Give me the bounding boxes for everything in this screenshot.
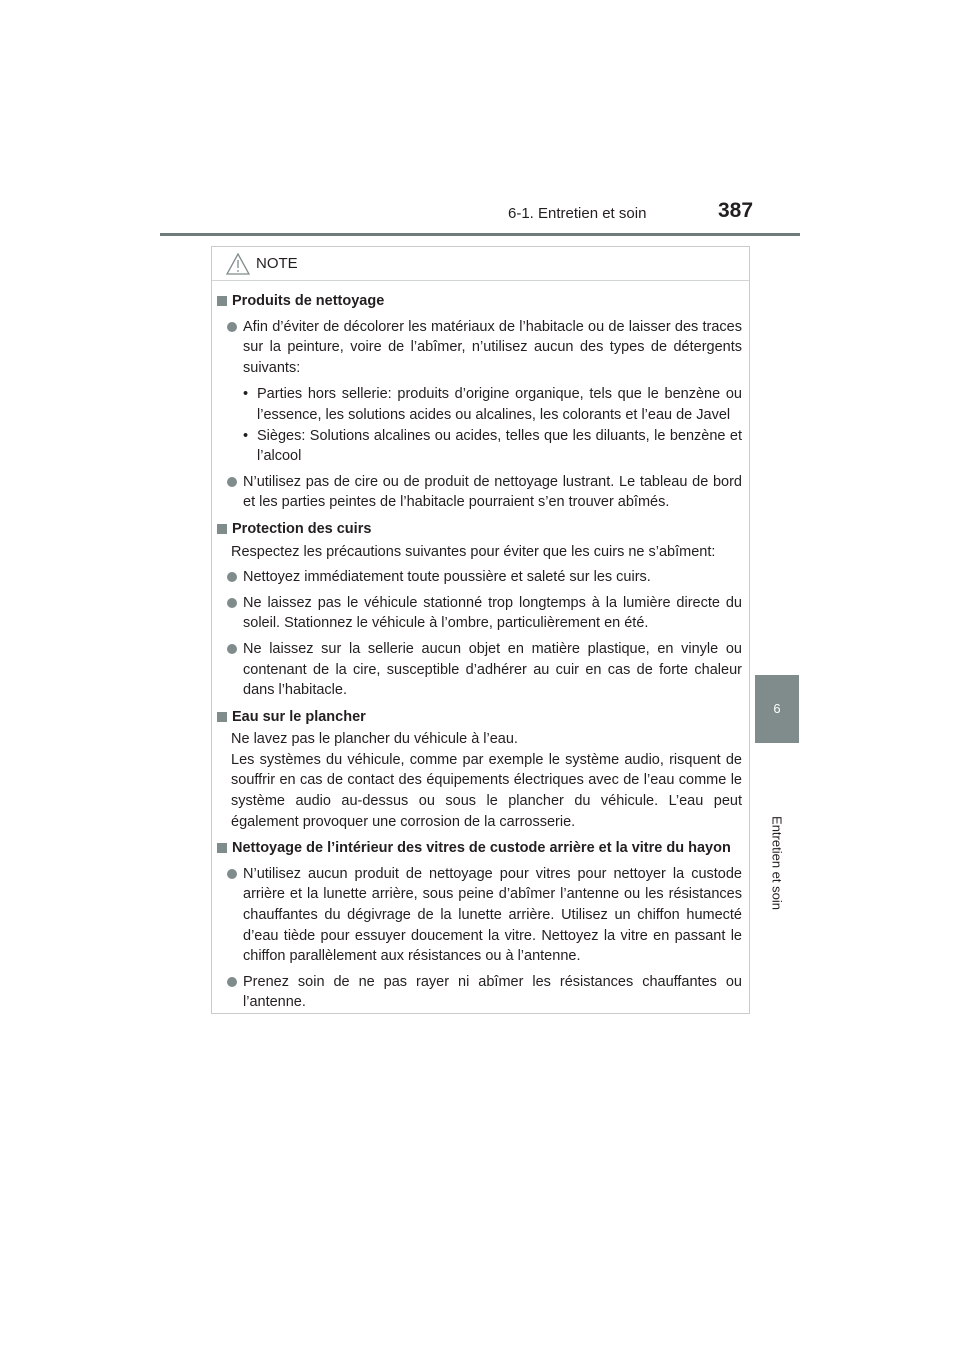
sub-list-item	[243, 426, 742, 467]
list-item-text: Ne laissez sur la sellerie aucun objet en matière plastique, en vinyle ou contenant de la cire, susceptible d’adhérer au cuir en cas de forte chaleur dans l’habitacle.	[243, 640, 742, 699]
sub-list-item-text: Parties hors sellerie: produits d’origine organique, tels que le benzène ou l’essence, les solutions acides ou alcalines, les colorants et l’eau de Javel	[257, 386, 742, 423]
section-title	[217, 707, 742, 728]
list-item	[227, 639, 742, 701]
list-item-text: Afin d’éviter de décolorer les matériaux de l’habitacle ou de laisser des traces sur la peinture, voire de l’abîmer, n’utilisez aucun des types de détergents suivants:	[243, 318, 742, 376]
small-bullet-icon: •	[243, 427, 249, 444]
list-item	[227, 864, 742, 967]
page-number: 387	[718, 199, 754, 222]
section-title-text: Nettoyage de l’intérieur des vitres de custode arrière et la vitre du hayon	[232, 840, 731, 857]
round-bullet-icon	[227, 977, 237, 987]
chapter-tab-number: 6	[755, 675, 799, 743]
chapter-tab-label-text: Entretien et soin	[769, 816, 785, 910]
section-title	[217, 838, 742, 859]
round-bullet-icon	[227, 644, 237, 654]
section-title-text: Produits de nettoyage	[232, 293, 385, 309]
section-title	[217, 291, 742, 312]
section-title-text: Protection des cuirs	[232, 520, 372, 537]
chapter-tab-label	[755, 743, 799, 983]
list-item	[227, 567, 742, 588]
header-section-title: 6-1. Entretien et soin	[508, 205, 647, 222]
list-item-text: Nettoyez immédiatement toute poussière et saleté sur les cuirs.	[243, 569, 651, 586]
list-item	[227, 593, 742, 634]
square-bullet-icon	[217, 843, 227, 853]
round-bullet-icon	[227, 477, 237, 487]
round-bullet-icon	[227, 572, 237, 582]
round-bullet-icon	[227, 598, 237, 608]
note-content	[212, 289, 749, 1013]
list-item-text: N’utilisez aucun produit de nettoyage pour vitres pour nettoyer la custode arrière et la lunette arrière, sous peine d’abîmer l’antenne ou les résistances chauffantes du dégivrage de la lunette arrière. Utilisez un chiffon humecté d’eau tiède pour essuyer doucement la vitre. Nettoyez la vitre en passant le chiffon parallèlement aux résistances ou à l’antenne.	[243, 865, 742, 965]
round-bullet-icon	[227, 869, 237, 879]
sub-list-item-text: Sièges: Solutions alcalines ou acides, telles que les diluants, le benzène et l’alcool	[257, 427, 742, 465]
list-item	[227, 472, 742, 513]
round-bullet-icon	[227, 322, 237, 332]
paragraph: Respectez les précautions suivantes pour éviter que les cuirs ne s’abîment:	[231, 543, 716, 560]
square-bullet-icon	[217, 712, 227, 722]
warning-triangle-icon	[226, 253, 250, 275]
small-bullet-icon: •	[243, 386, 249, 403]
list-item-text: N’utilisez pas de cire ou de produit de nettoyage lustrant. Le tableau de bord et les parties peintes de l’habitacle pourraient s’en trouver abîmés.	[243, 473, 742, 511]
header-divider	[160, 233, 800, 236]
paragraph: Les systèmes du véhicule, comme par exemple le système audio, risquent de souffrir en cas de contact des équipements électriques avec de l’eau comme le système audio au-dessus ou sous le plancher du véhicule. L’eau peut également provoquer une corrosion de la carrosserie.	[231, 751, 742, 830]
note-header	[212, 247, 749, 281]
sub-list-item	[243, 384, 742, 425]
note-box	[211, 246, 750, 1014]
note-title: NOTE	[256, 255, 298, 272]
square-bullet-icon	[217, 296, 227, 306]
list-item-text: Ne laissez pas le véhicule stationné trop longtemps à la lumière directe du soleil. Stationnez le véhicule à l’ombre, particulièrement en été.	[243, 594, 742, 632]
list-item	[227, 972, 742, 1013]
list-item	[227, 317, 742, 379]
square-bullet-icon	[217, 524, 227, 534]
list-item-text: Prenez soin de ne pas rayer ni abîmer les résistances chauffantes ou l’antenne.	[243, 973, 742, 1011]
section-title	[217, 519, 742, 540]
paragraph: Ne lavez pas le plancher du véhicule à l’eau.	[231, 731, 518, 748]
section-title-text: Eau sur le plancher	[232, 708, 366, 725]
